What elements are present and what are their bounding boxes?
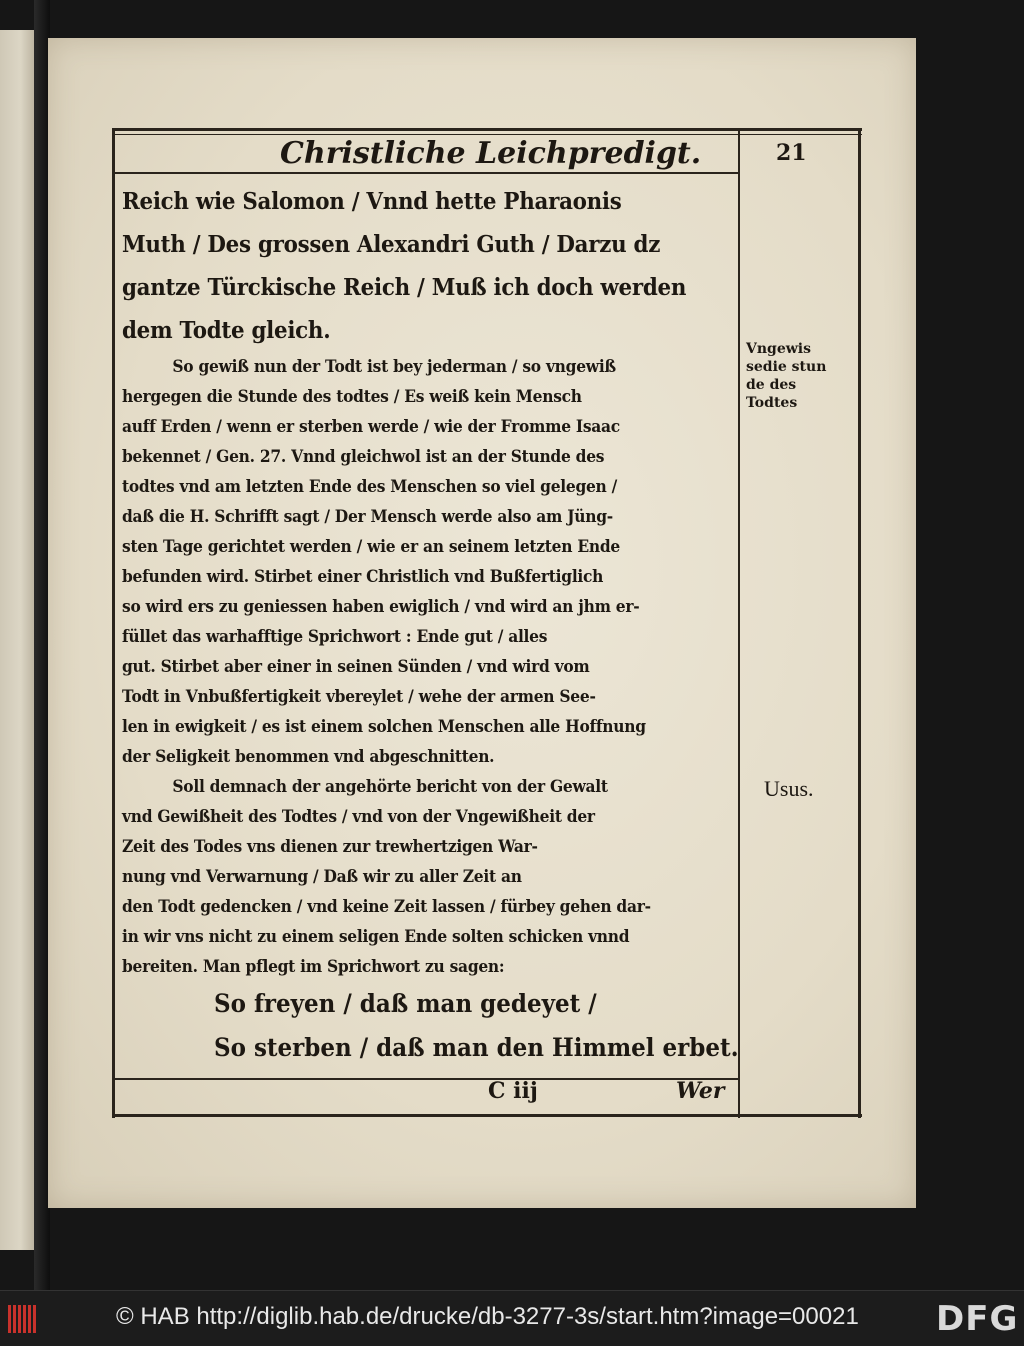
body-line: füllet das warhafftige Sprichwort : Ende gut / alles [122,627,548,647]
body-line: Muth / Des grossen Alexandri Guth / Darzu dz [122,231,661,258]
header-rule [115,172,738,174]
body-line: Todt in Vnbußfertigkeit vbereylet / wehe der armen See- [122,687,596,707]
hab-barcode-icon [8,1305,38,1333]
page-number: 21 [776,140,807,166]
body-line: in wir vns nicht zu einem seligen Ende solten schicken vnnd [122,927,630,947]
body-line: den Todt gedencken / vnd keine Zeit lassen / fürbey gehen dar- [122,897,651,917]
body-line: len in ewigkeit / es ist einem solchen Menschen alle Hoffnung [122,717,646,737]
margin-note-uncertainty [746,340,856,412]
footer-rule [115,1078,738,1080]
body-line: bereiten. Man pflegt im Sprichwort zu sagen: [122,957,505,977]
body-line: befunden wird. Stirbet einer Christlich vnd Bußfertiglich [122,567,604,587]
body-line: daß die H. Schrifft sagt / Der Mensch werde also am Jüng- [122,507,613,527]
frame-rule-top [112,128,862,131]
dfg-logo: DFG [936,1299,1019,1339]
body-line: gantze Türckische Reich / Muß ich doch werden [122,274,687,301]
catchword: Wer [676,1078,725,1104]
running-head: Christliche Leichpredigt. [280,136,702,171]
body-line: vnd Gewißheit des Todtes / vnd von der Vngewißheit der [122,807,595,827]
body-line: nung vnd Verwarnung / Daß wir zu aller Zeit an [122,867,522,887]
frame-rule-top-inner [112,134,862,135]
body-text [122,180,734,982]
body-line: Zeit des Todes vns dienen zur trewhertzigen War- [122,837,538,857]
body-line: hergegen die Stunde des todtes / Es weiß kein Mensch [122,387,582,407]
margin-note-line: sedie stun [746,359,827,375]
body-line: auff Erden / wenn er sterben werde / wie der Fromme Isaac [122,417,620,437]
verse-line: So sterben / daß man den Himmel erbet. [214,1033,739,1062]
source-link[interactable]: © HAB http://diglib.hab.de/drucke/db-3277-3s/start.htm?image=00021 [116,1303,859,1330]
frame-rule-margin [738,128,740,1118]
margin-note-line: de des [746,377,797,393]
frame-rule-left [112,128,115,1118]
body-line: Soll demnach der angehörte bericht von der Gewalt [172,777,608,797]
body-line: der Seligkeit benommen vnd abgeschnitten. [122,747,495,767]
frame-rule-right [858,128,861,1118]
signature-mark: C iij [488,1078,538,1104]
body-line: so wird ers zu geniessen haben ewiglich / vnd wird an jhm er- [122,597,640,617]
body-line: todtes vnd am letzten Ende des Menschen so viel gelegen / [122,477,618,497]
body-line: Reich wie Salomon / Vnnd hette Pharaonis [122,188,622,215]
body-line: dem Todte gleich. [122,317,331,344]
body-line: sten Tage gerichtet werden / wie er an seinem letzten Ende [122,537,620,557]
verse-line: So freyen / daß man gedeyet / [214,989,597,1018]
frame-rule-bottom [112,1114,862,1117]
body-line: gut. Stirbet aber einer in seinen Sünden / vnd wird vom [122,657,590,677]
margin-note-line: Vngewis [746,341,811,357]
verse-block [214,982,784,1070]
footer-bar [0,1290,1024,1346]
body-line: bekennet / Gen. 27. Vnnd gleichwol ist an der Stunde des [122,447,605,467]
previous-page-edge [0,30,34,1250]
margin-note-line: Todtes [746,395,798,411]
margin-note-usus: Usus. [764,776,814,801]
body-line: So gewiß nun der Todt ist bey jederman / so vngewiß [172,357,616,377]
